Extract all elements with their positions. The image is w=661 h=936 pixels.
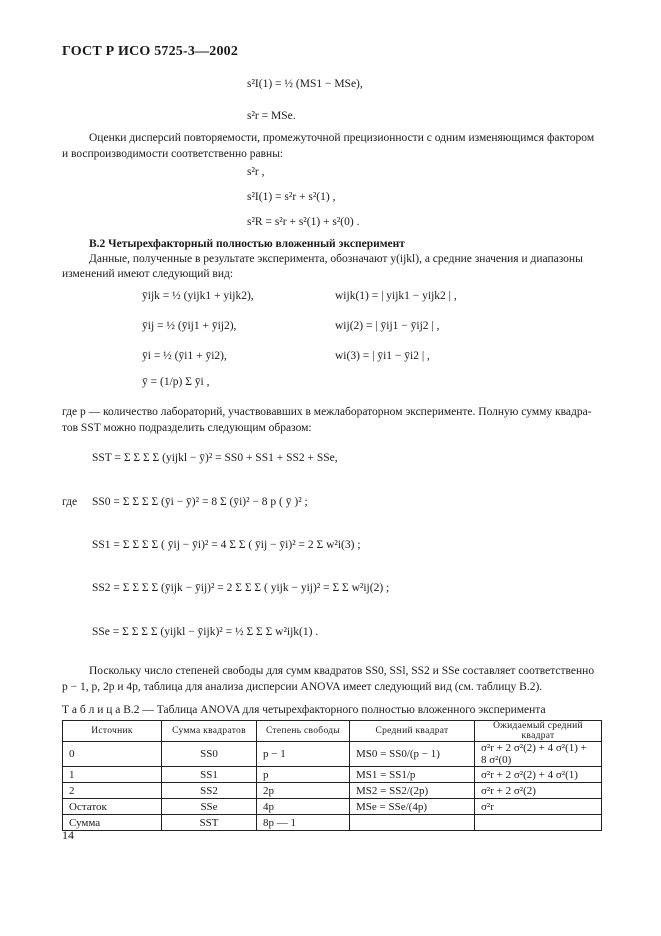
equation-sse: SSe = Σ Σ Σ Σ (yijkl − ȳijk)² = ½ Σ Σ Σ w²ijk(1) .	[92, 626, 319, 638]
equation-mean-i: ȳi = ½ (ȳi1 + ȳi2),	[142, 350, 227, 362]
table-caption: Т а б л и ц а В.2 — Таблица ANOVA для четырехфакторного полностью вложенного эксперимента	[62, 704, 546, 716]
cell-source: Остаток	[63, 799, 162, 815]
table-row	[63, 783, 602, 799]
column-header-mean-square: Средний квадрат	[350, 721, 475, 742]
table-row	[63, 799, 602, 815]
cell-sum-of-squares: SS1	[162, 767, 257, 783]
equation-range-i3: wi(3) = | ȳi1 − ȳi2 | ,	[335, 350, 430, 362]
column-header-sum-of-squares: Сумма квадратов	[162, 721, 257, 742]
cell-degrees-of-freedom: p	[257, 767, 350, 783]
equation-ss0: SS0 = Σ Σ Σ Σ (ȳi − ȳ)² = 8 Σ (ȳi)² − 8 p ( ȳ )² ;	[92, 496, 308, 508]
equation-intermediate-precision-variance: s²I(1) = ½ (MS1 − MSe),	[247, 78, 363, 90]
equation-ss2: SS2 = Σ Σ Σ Σ (ȳijk − ȳij)² = 2 Σ Σ Σ ( yijk − yij)² = Σ Σ w²ij(2) ;	[92, 582, 390, 594]
paragraph-variance-estimates-line2: и воспроизводимости соответственно равны:	[62, 148, 284, 160]
paragraph-sst-line1: где p — количество лабораторий, участвовавших в межлабораторном эксперименте. Полную сумму квадра-	[62, 406, 592, 418]
equation-mean-ij: ȳij = ½ (ȳij1 + ȳij2),	[142, 320, 237, 332]
paragraph-degrees-of-freedom-line1: Поскольку число степеней свободы для сумм квадратов SS0, SSl, SS2 и SSe составляет соответственно	[89, 665, 595, 677]
cell-source: 2	[63, 783, 162, 799]
equation-si1-squared: s²I(1) = s²r + s²(1) ,	[247, 191, 336, 203]
equation-sst: SST = Σ Σ Σ Σ (yijkl − ȳ)² = SS0 + SS1 + SS2 + SSe,	[92, 452, 338, 464]
table-row	[63, 742, 602, 767]
cell-expected-mean-square: σ²r + 2 σ²(2) + 4 σ²(1) + 8 σ²(0)	[475, 742, 602, 767]
table-row	[63, 767, 602, 783]
paragraph-variance-estimates-line1: Оценки дисперсий повторяемости, промежуточной прецизионности с одним изменяющимся фактором	[89, 132, 595, 144]
cell-expected-mean-square: σ²r	[475, 799, 602, 815]
label-where: где	[62, 496, 78, 508]
equation-mean-ijk: ȳijk = ½ (yijk1 + yijk2),	[142, 290, 254, 302]
cell-sum-of-squares: SS0	[162, 742, 257, 767]
cell-mean-square: MS2 = SS2/(2p)	[350, 783, 475, 799]
page-number: 14	[62, 828, 74, 842]
anova-table	[62, 720, 602, 831]
section-heading-b2: В.2 Четырехфакторный полностью вложенный эксперимент	[89, 238, 405, 250]
equation-range-ij2: wij(2) = | ȳij1 − ȳij2 | ,	[335, 320, 440, 332]
cell-degrees-of-freedom: p − 1	[257, 742, 350, 767]
equation-sr2: s²r ,	[247, 166, 265, 178]
cell-sum-of-squares: SST	[162, 815, 257, 831]
paragraph-data-notation-line2: изменений имеют следующий вид:	[62, 268, 234, 280]
column-header-degrees-of-freedom: Степень свободы	[257, 721, 350, 742]
cell-mean-square	[350, 815, 475, 831]
cell-expected-mean-square: σ²r + 2 σ²(2) + 4 σ²(1)	[475, 767, 602, 783]
equation-grand-mean: ȳ = (1/p) Σ ȳi ,	[142, 376, 210, 388]
equation-ss1: SS1 = Σ Σ Σ Σ ( ȳij − ȳi)² = 4 Σ Σ ( ȳij − ȳi)² = 2 Σ w²i(3) ;	[92, 539, 361, 551]
cell-mean-square: MS1 = SS1/p	[350, 767, 475, 783]
cell-degrees-of-freedom: 2p	[257, 783, 350, 799]
column-header-expected-mean-square: Ожидаемый средний квадрат	[475, 721, 602, 742]
paragraph-data-notation-line1: Данные, полученные в результате эксперимента, обозначают y(ijkl), а средние значения и диапазоны	[89, 253, 583, 265]
cell-expected-mean-square: σ²r + 2 σ²(2)	[475, 783, 602, 799]
column-header-source: Источник	[63, 721, 162, 742]
equation-range-ijk1: wijk(1) = | yijk1 − yijk2 | ,	[335, 290, 457, 302]
table-header-row	[63, 721, 602, 742]
cell-expected-mean-square	[475, 815, 602, 831]
paragraph-sst-line2: тов SST можно подразделить следующим образом:	[62, 422, 312, 434]
cell-source: 1	[63, 767, 162, 783]
table-row-total	[63, 815, 602, 831]
cell-degrees-of-freedom: 8p — 1	[257, 815, 350, 831]
equation-repeatability-variance: s²r = MSe.	[247, 110, 296, 122]
equation-sR-squared: s²R = s²r + s²(1) + s²(0) .	[247, 216, 360, 228]
cell-degrees-of-freedom: 4p	[257, 799, 350, 815]
page-header-title: ГОСТ Р ИСО 5725-3—2002	[62, 44, 239, 59]
cell-mean-square: MSe = SSe/(4p)	[350, 799, 475, 815]
cell-mean-square: MS0 = SS0/(p − 1)	[350, 742, 475, 767]
cell-source: Сумма	[63, 815, 162, 831]
cell-sum-of-squares: SSe	[162, 799, 257, 815]
cell-sum-of-squares: SS2	[162, 783, 257, 799]
paragraph-degrees-of-freedom-line2: p − 1, p, 2p и 4p, таблица для анализа дисперсии ANOVA имеет следующий вид (см. таблицу В.2).	[62, 681, 543, 693]
cell-source: 0	[63, 742, 162, 767]
